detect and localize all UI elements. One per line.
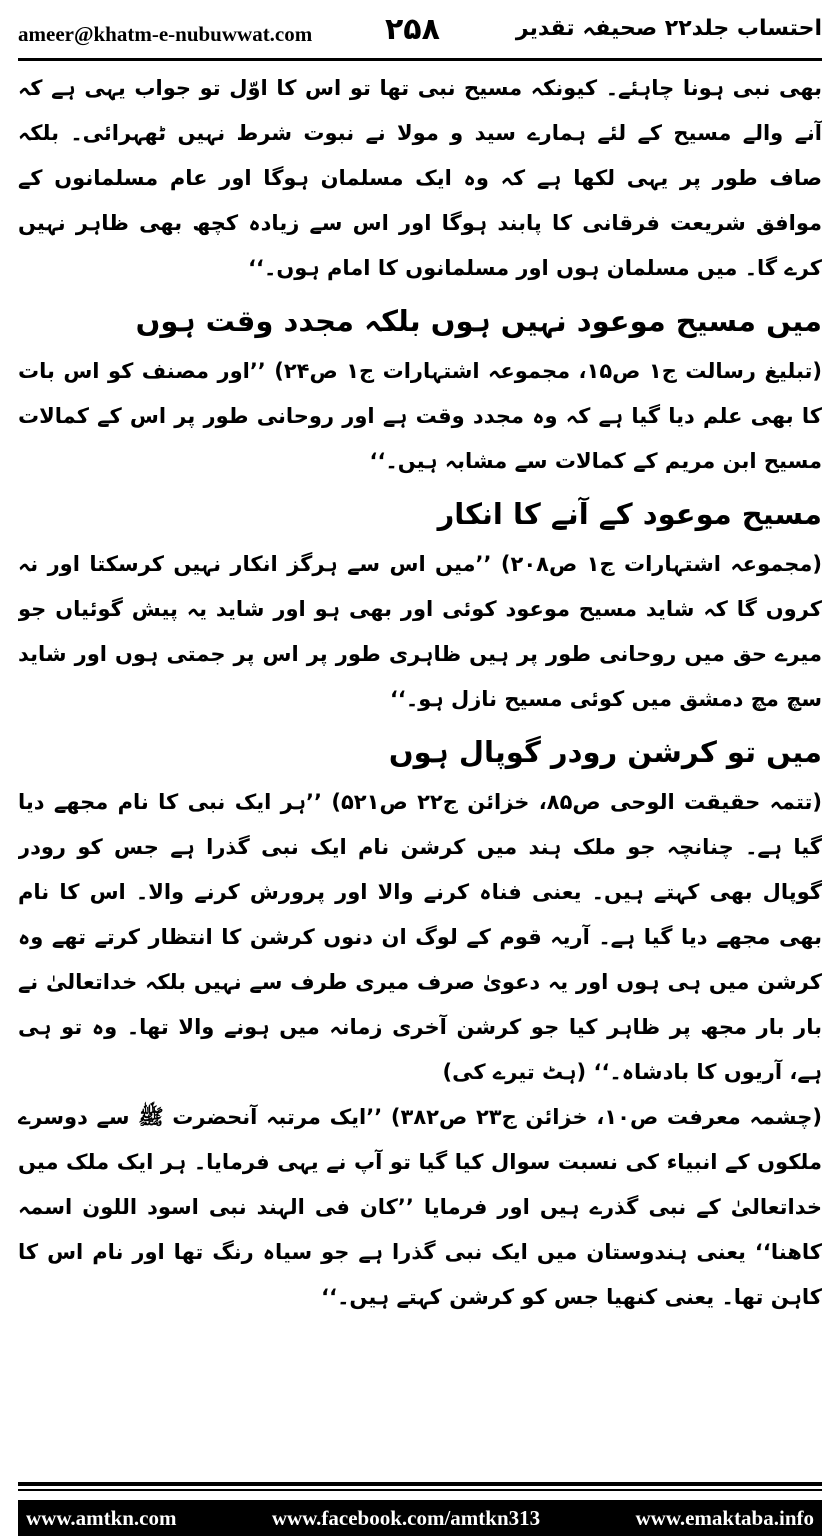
quote-3: ’’میں اس سے ہرگز انکار نہیں کرسکتا اور نہ کروں گا کہ شاید مسیح موعود کوئی اور بھی ہو اور شاید یہ پیش گوئیاں جو میرے حق میں روحانی طور پر ہیں ظاہری طور پر اس پر جمتی ہوں اور شاید سچ مچ دمشق میں کوئی مسیح نازل ہو۔‘‘ <box>18 552 822 711</box>
reference-5: (چشمہ معرفت ص۱۰، خزائن ج۲۳ ص۳۸۲) <box>390 1105 822 1129</box>
heading-krishan: میں تو کرشن رودر گوپال ہوں <box>388 735 822 769</box>
footer-link-facebook[interactable]: www.facebook.com/amtkn313 <box>271 1505 541 1530</box>
footer-rules <box>18 1482 822 1491</box>
page-number: ۲۵۸ <box>385 12 440 47</box>
paragraph-2 <box>18 349 822 484</box>
footer-link-amtkn[interactable]: www.amtkn.com <box>26 1505 177 1530</box>
header-email: ameer@khatm-e-nubuwwat.com <box>18 22 313 46</box>
heading-mujaddid: میں مسیح موعود نہیں ہوں بلکہ مجدد وقت ہوں <box>135 304 822 338</box>
quote-2: ’’اور مصنف کو اس بات کا بھی علم دیا گیا ہے کہ وہ مجدد وقت ہے اور روحانی طور پر اس کے کمالات مسیح ابن مریم کے کمالات سے مشابہ ہیں۔‘‘ <box>18 359 822 473</box>
quote-4: ’’ہر ایک نبی کا نام مجھے دیا گیا ہے۔ چنانچہ جو ملک ہند میں کرشن نام ایک نبی گذرا ہے جس کو رودر گوپال بھی کہتے ہیں۔ یعنی فناہ کرنے والا اور پرورش کرنے والا۔ اس کا نام بھی مجھے دیا گیا ہے۔ آریہ قوم کے لوگ ان دنوں کرشن کا انتظار کرتے تھے وہ کرشن میں ہی ہوں اور یہ دعویٰ صرف میری طرف سے نہیں بلکہ خداتعالیٰ نے بار بار مجھ پر ظاہر کیا جو کرشن آخری زمانہ میں ہونے والا تھا۔ وہ تو ہی ہے، آریوں کا بادشاہ۔‘‘ (ہٹ تیرے کی) <box>18 790 822 1084</box>
reference-2: (تبلیغ رسالت ج۱ ص۱۵، مجموعہ اشتہارات ج۱ ص۲۴) <box>274 359 822 383</box>
page-body <box>18 66 822 1466</box>
heading-inkar: مسیح موعود کے آنے کا انکار <box>437 497 822 531</box>
header-rule <box>18 58 822 61</box>
paragraph-3 <box>18 542 822 722</box>
quote-5: ’’ایک مرتبہ آنحضرت ﷺ سے دوسرے ملکوں کے انبیاء کی نسبت سوال کیا گیا تو آپ نے یہی فرمایا۔ ہر ایک ملک میں خداتعالیٰ کے نبی گذرے ہیں اور فرمایا ’’کان فی الہند نبی اسود اللون اسمہ کاھنا‘‘ یعنی ہندوستان میں ایک نبی گذرا ہے جو سیاہ رنگ تھا اور نام اس کا کاہن تھا۔ یعنی کنھیا جس کو کرشن کہتے ہیں۔‘‘ <box>18 1105 822 1309</box>
book-title: احتساب جلد۲۲ صحیفہ تقدیر <box>515 16 822 41</box>
paragraph-4 <box>18 780 822 1095</box>
paragraph-1: بھی نبی ہونا چاہئے۔ کیونکہ مسیح نبی تھا تو اس کا اوّل تو جواب یہی ہے کہ آنے والے مسیح کے لئے ہمارے سید و مولا نے نبوت شرط نہیں ٹھہرائی۔ بلکہ صاف طور پر یہی لکھا ہے کہ وہ ایک مسلمان ہوگا اور عام مسلمانوں کے موافق شریعت فرقانی کا پابند ہوگا اور اس سے زیادہ کچھ بھی ظاہر نہیں کرے گا۔ میں مسلمان ہوں اور مسلمانوں کا امام ہوں۔‘‘ <box>18 76 822 280</box>
page-header <box>0 0 840 60</box>
footer-links-bar <box>18 1500 822 1536</box>
reference-3: (مجموعہ اشتہارات ج۱ ص۲۰۸) <box>500 552 822 576</box>
footer-link-emaktaba[interactable]: www.emaktaba.info <box>635 1505 814 1530</box>
paragraph-5 <box>18 1095 822 1320</box>
reference-4: (تتمہ حقیقت الوحی ص۸۵، خزائن ج۲۲ ص۵۲۱) <box>331 790 822 814</box>
